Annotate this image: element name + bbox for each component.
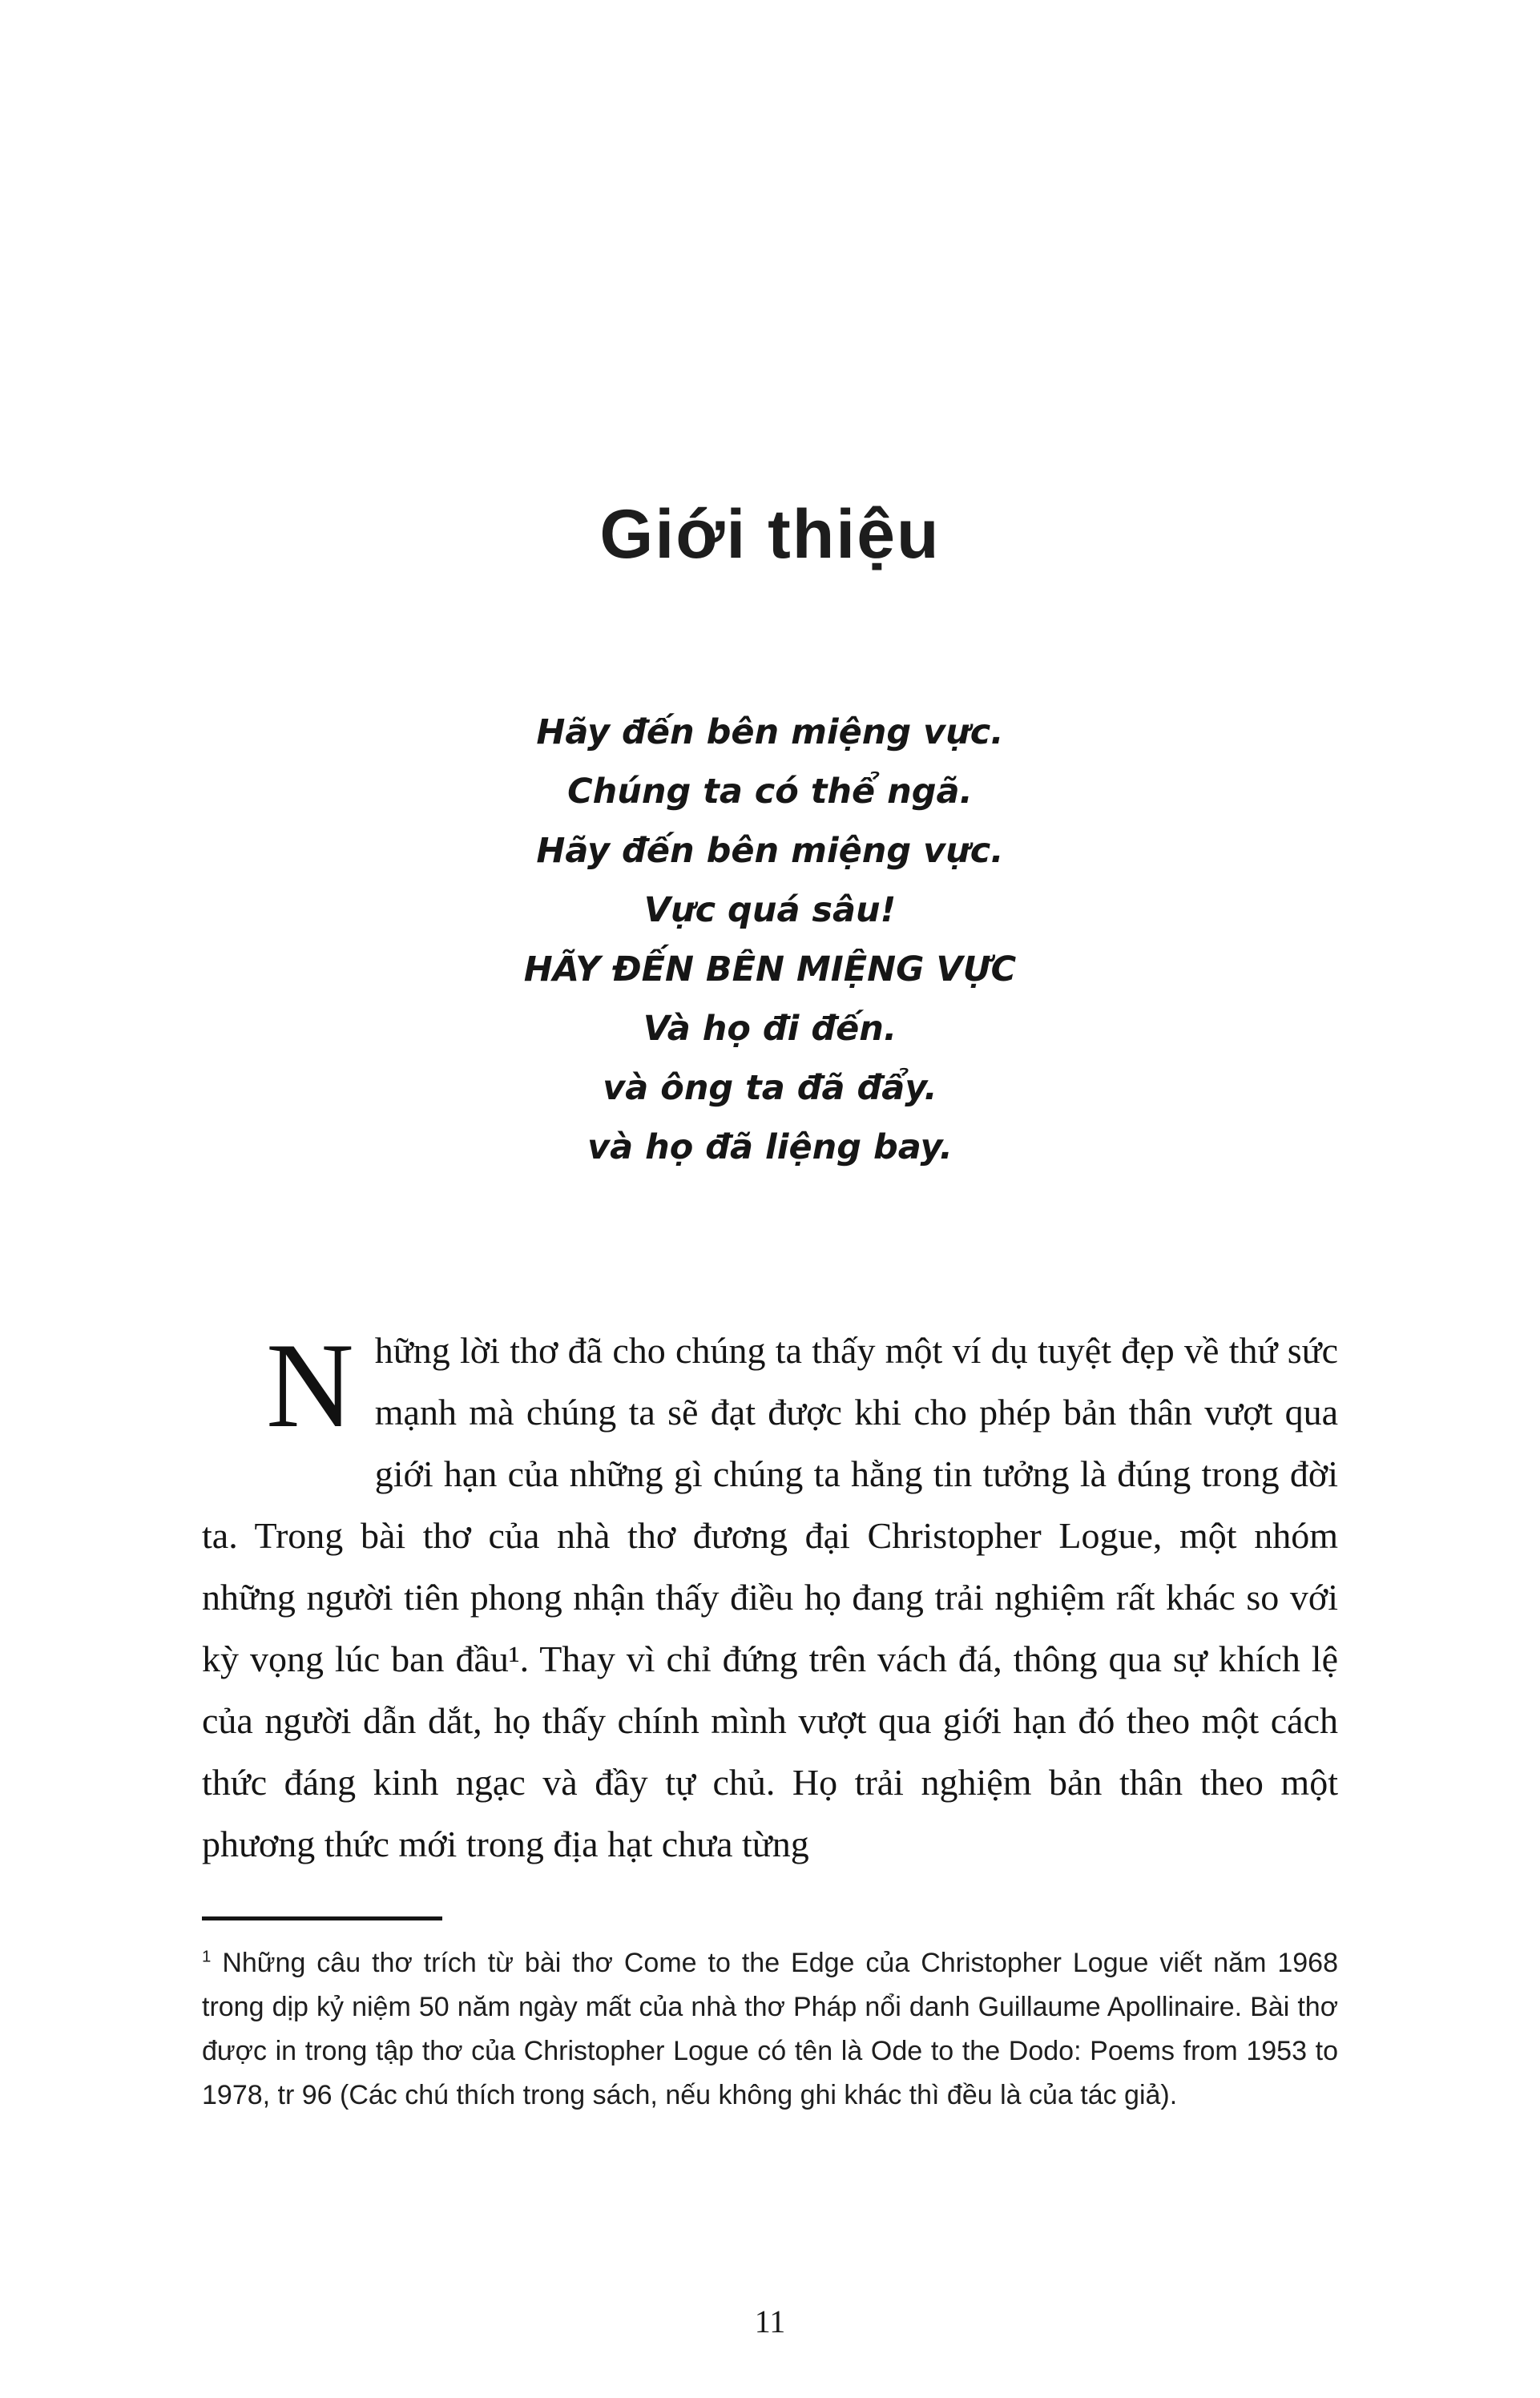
poem-line: và ông ta đã đẩy. xyxy=(603,1068,937,1108)
poem-line: Và họ đi đến. xyxy=(643,1009,897,1049)
footnote xyxy=(202,1941,1338,2118)
poem-line: và họ đã liệng bay. xyxy=(587,1127,953,1167)
footnote-marker: 1 xyxy=(202,1948,212,1966)
poem-line: Chúng ta có thể ngã. xyxy=(567,772,973,812)
page-title: Giới thiệu xyxy=(599,496,941,573)
poem-line: Hãy đến bên miệng vực. xyxy=(536,712,1004,752)
footnote-divider xyxy=(202,1916,442,1920)
footnote-text: Những câu thơ trích từ bài thơ Come to the Edge của Christopher Logue viết năm 1968 trong dịp kỷ niệm 50 năm ngày mất của nhà thơ Pháp nổi danh Guillaume Apollinaire. Bài thơ được in trong tập thơ của Christopher Logue có tên là Ode to the Dodo: Poems from 1953 to 1978, tr 96 (Các chú thích trong sách, nếu không ghi khác thì đều là của tác giả). xyxy=(202,1948,1338,2110)
intro-paragraph xyxy=(202,1320,1338,1875)
paragraph-text: hững lời thơ đã cho chúng ta thấy một ví dụ tuyệt đẹp về thứ sức mạnh mà chúng ta sẽ đạt được khi cho phép bản thân vượt qua giới hạn của những gì chúng ta hằng tin tưởng là đúng trong đời ta. Trong bài thơ của nhà thơ đương đại Christopher Logue, một nhóm những người tiên phong nhận thấy điều họ đang trải nghiệm rất khác so với kỳ vọng lúc ban đầu¹. Thay vì chỉ đứng trên vách đá, thông qua sự khích lệ của người dẫn dắt, họ thấy chính mình vượt qua giới hạn đó theo một cách thức đáng kinh ngạc và đầy tự chủ. Họ trải nghiệm bản thân theo một phương thức mới trong địa hạt chưa từng xyxy=(202,1330,1338,1864)
page-number: 11 xyxy=(754,2303,786,2340)
poem-line: HÃY ĐẾN BÊN MIỆNG VỰC xyxy=(523,949,1017,989)
poem-line: Hãy đến bên miệng vực. xyxy=(536,831,1004,871)
drop-cap: N xyxy=(266,1318,354,1453)
poem-line: Vực quá sâu! xyxy=(643,890,897,930)
poem xyxy=(202,703,1338,1177)
